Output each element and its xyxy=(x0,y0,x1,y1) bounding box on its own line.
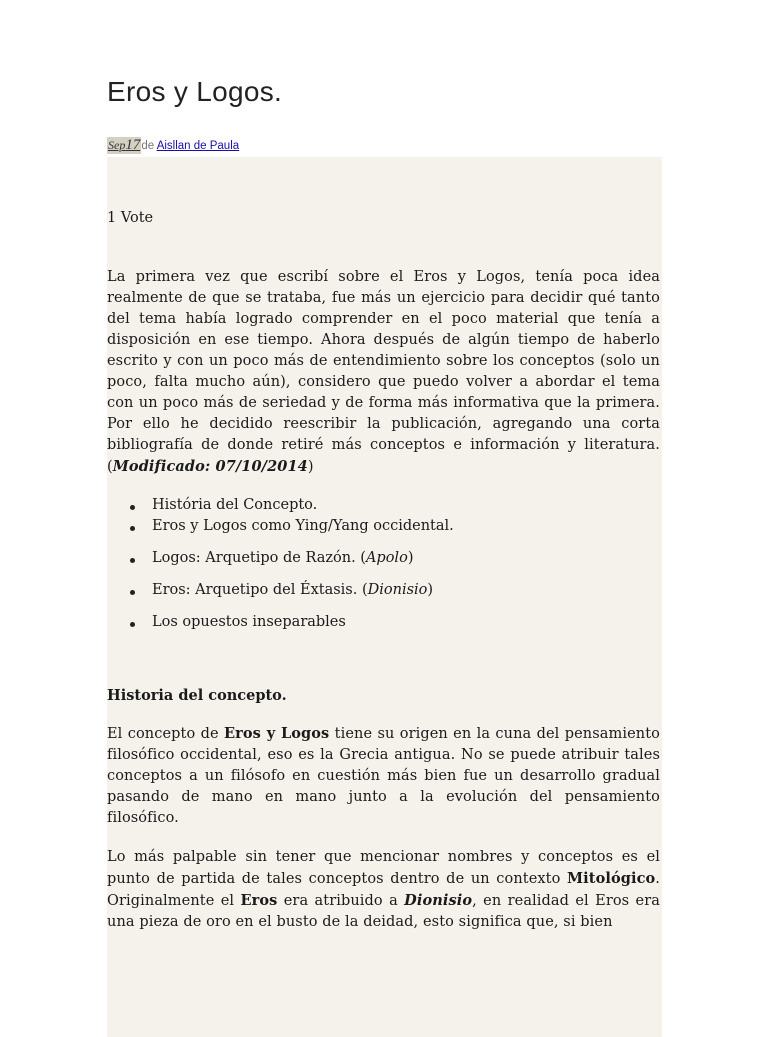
intro-paragraph xyxy=(107,267,660,478)
toc-item-emphasis: Apolo xyxy=(365,550,408,566)
p3-text-c: . Originalmente el xyxy=(107,871,660,909)
toc-item-text: Los opuestos inseparables xyxy=(152,614,346,630)
toc-item-emphasis: Dionisio xyxy=(367,582,428,598)
vote-count[interactable]: 1 Vote xyxy=(107,210,154,226)
toc-item-text: Eros: Arquetipo del Éxtasis. ( xyxy=(152,582,368,598)
toc-item-close: ) xyxy=(427,582,434,598)
p2-bold: Eros y Logos xyxy=(224,725,330,742)
history-paragraph-1 xyxy=(107,723,660,829)
byline-connector: de xyxy=(141,140,155,152)
history-paragraph-2 xyxy=(107,847,660,933)
toc-item-close: ) xyxy=(407,550,414,566)
p3-text-e: era atribuido a xyxy=(277,893,405,909)
author-link[interactable]: Aisllan de Paula xyxy=(156,140,240,152)
toc-item[interactable] xyxy=(107,580,662,601)
p3-bold-eros: Eros xyxy=(240,892,278,909)
toc-item[interactable] xyxy=(107,548,662,569)
post-content xyxy=(107,157,662,1037)
intro-close: ) xyxy=(307,459,314,475)
modified-note: Modificado: 07/10/2014 xyxy=(112,458,308,475)
p2-text-c: tiene su origen en la cuna del pensamiento filosófico occidental, eso es la Grecia antigua. No se puede atribuir tales conceptos a un filósofo en cuestión más bien fue un desarrollo gradual pasando de mano en mano junto a la evolución del pensamiento filosófico. xyxy=(107,726,660,826)
p3-text-a: Lo más palpable sin tener que mencionar nombres y conceptos es el punto de partida de tales conceptos dentro de un contexto xyxy=(107,849,660,887)
date-day: 17 xyxy=(125,137,141,153)
toc-item[interactable] xyxy=(107,612,662,633)
table-of-contents xyxy=(107,495,662,633)
section-heading: Historia del concepto. xyxy=(107,687,287,704)
p3-bold-mitologico: Mitológico xyxy=(567,870,656,887)
date-month: Sep xyxy=(108,138,126,152)
p2-text-a: El concepto de xyxy=(107,726,224,742)
toc-item-text: História del Concepto. xyxy=(152,497,318,513)
byline xyxy=(107,137,239,154)
toc-item-text: Logos: Arquetipo de Razón. ( xyxy=(152,550,366,566)
toc-item[interactable] xyxy=(107,516,662,537)
toc-item[interactable] xyxy=(107,495,662,516)
p3-bold-dionisio: Dionisio xyxy=(404,892,473,909)
page-title: Eros y Logos. xyxy=(107,76,283,107)
date-badge[interactable] xyxy=(107,137,141,154)
p3-text-g: , en realidad el Eros era una pieza de oro en el busto de la deidad, esto significa que, si bien xyxy=(107,893,661,930)
toc-item-text: Eros y Logos como Ying/Yang occidental. xyxy=(152,518,454,534)
intro-text: La primera vez que escribí sobre el Eros y Logos, tenía poca idea realmente de que se trataba, fue más un ejercicio para decidir qué tanto del tema había logrado comprender en el poco material que tenía a disposición en ese tiempo. Ahora después de algún tiempo de haberlo escrito y con un poco más de entendimiento sobre los conceptos (solo un poco, falta mucho aún), considero que puedo volver a abordar el tema con un poco más de seriedad y de forma más informativa que la primera. Por ello he decidido reescribir la publicación, agregando una corta bibliografía de donde retiré más conceptos e información y literatura. ( xyxy=(107,269,660,475)
